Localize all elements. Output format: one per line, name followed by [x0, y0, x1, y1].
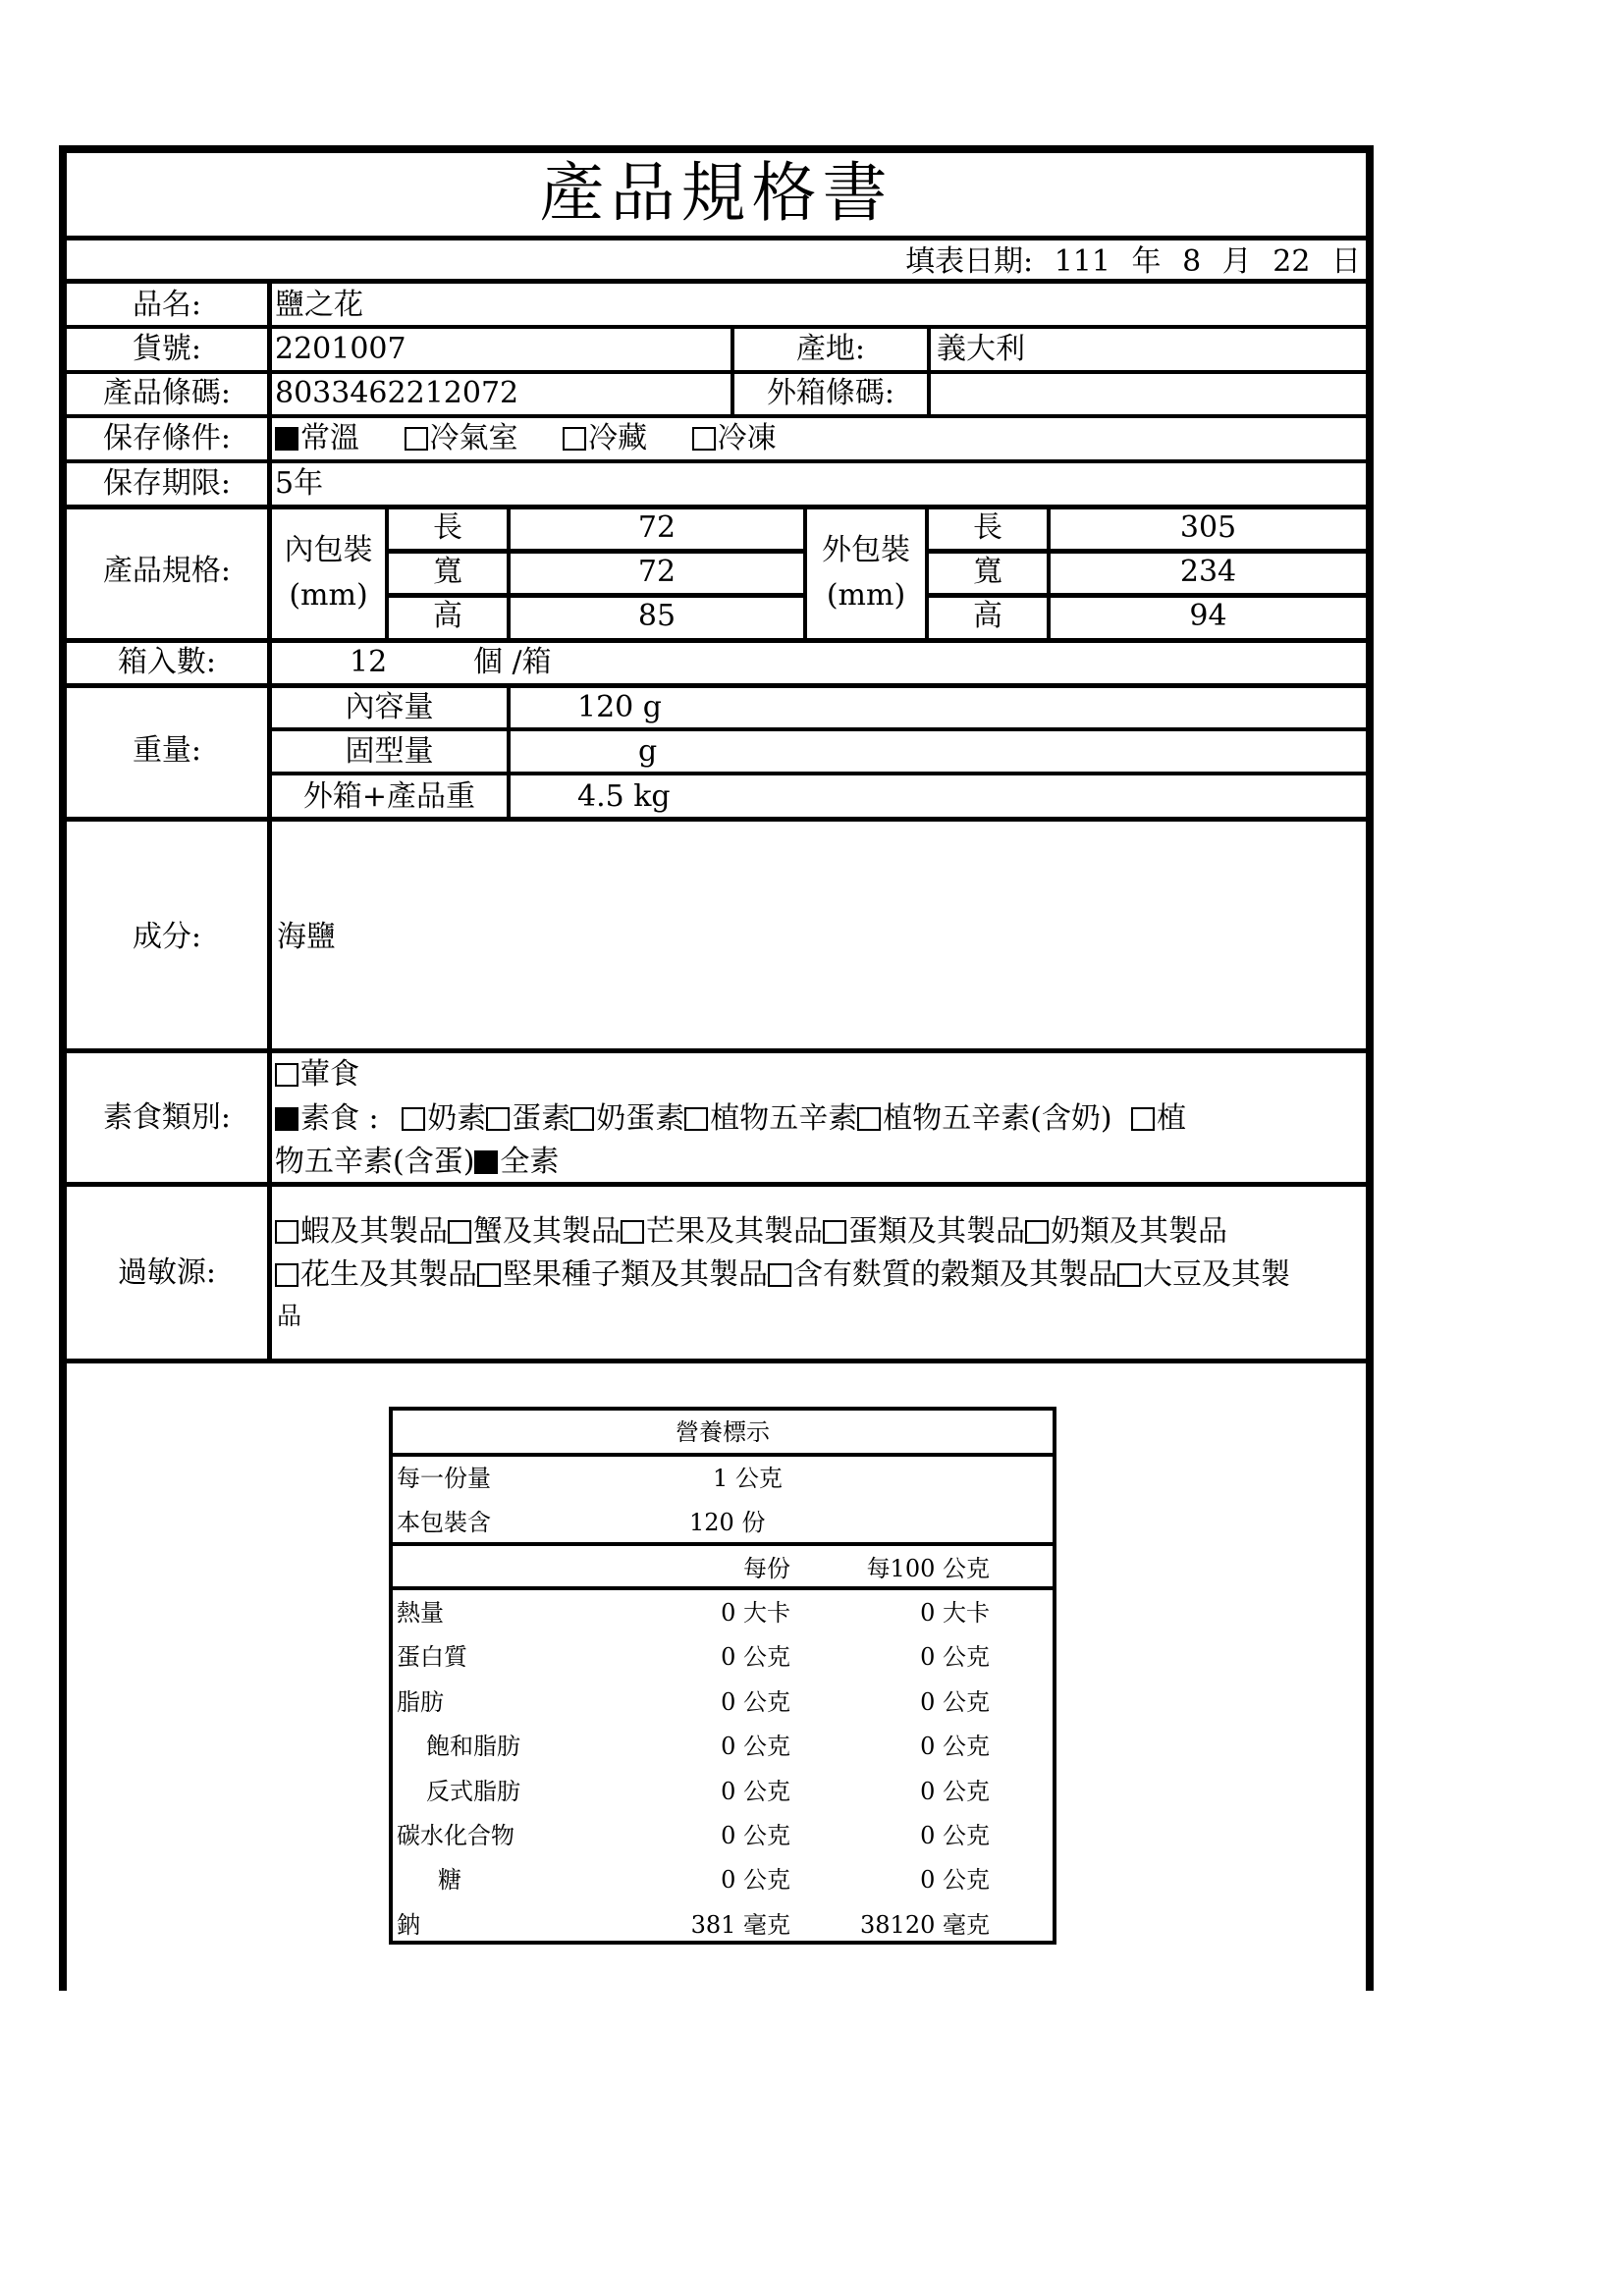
solid-content-label: 固型量	[345, 734, 434, 769]
gross-weight-label: 外箱+產品重	[302, 779, 476, 814]
veg-option-label: 蛋素	[512, 1101, 571, 1136]
inner-height-value: 85	[637, 599, 677, 633]
outer-length-label: 長	[973, 510, 1002, 545]
checkbox-icon	[275, 1063, 298, 1087]
storage-option-chilled[interactable]	[563, 421, 648, 455]
storage-options	[275, 421, 777, 455]
nutrition-row-name: 鈉	[397, 1910, 420, 1939]
checkbox-icon-checked	[275, 1107, 298, 1131]
nutrition-row-name: 反式脂肪	[426, 1777, 520, 1805]
checkbox-icon	[275, 1220, 298, 1244]
label-spec: 產品規格:	[102, 554, 232, 588]
checkbox-icon	[477, 1263, 501, 1287]
outer-width-label: 寬	[973, 555, 1002, 589]
inner-width-label: 寬	[433, 555, 462, 589]
label-per-case: 箱入數:	[117, 645, 217, 679]
nutrition-row-per-serving: 0 公克	[721, 1822, 790, 1849]
checkbox-icon	[823, 1220, 846, 1244]
allergen-egg[interactable]	[823, 1214, 1025, 1249]
allergen-label: 含有麩質的穀類及其製品	[793, 1257, 1117, 1292]
fill-date-day-unit: 日	[1331, 244, 1361, 279]
nutrition-row-name: 飽和脂肪	[426, 1733, 520, 1761]
veg-option-label: 植物五辛素(含奶)	[883, 1101, 1112, 1136]
checkbox-icon	[684, 1107, 708, 1131]
storage-option-aircon[interactable]	[405, 421, 518, 455]
outer-height-value: 94	[1189, 599, 1227, 633]
outer-height-label: 高	[973, 599, 1002, 633]
nutrition-row-per-serving: 381 毫克	[690, 1910, 790, 1939]
veg-option-label-part: 物五辛素(含蛋)	[275, 1145, 475, 1179]
veg-option-label: 奶蛋素	[596, 1101, 685, 1136]
nutrition-row-name: 碳水化合物	[397, 1822, 514, 1849]
page-title: 產品規格書	[539, 155, 893, 231]
checkbox-icon	[563, 427, 586, 451]
label-outer-barcode: 外箱條碼:	[766, 376, 895, 410]
nutrition-servings-value: 120 份	[689, 1509, 766, 1536]
outer-width-value: 234	[1179, 555, 1237, 589]
nutrition-row-per-100: 0 公克	[920, 1733, 990, 1761]
label-allergens: 過敏源:	[117, 1255, 217, 1290]
veg-option-lacto-ovo[interactable]	[570, 1101, 685, 1136]
checkbox-icon	[857, 1107, 881, 1131]
nutrition-row-name: 糖	[438, 1866, 461, 1895]
nutrition-serving-label: 每一份量	[397, 1465, 491, 1492]
label-ingredients: 成分:	[132, 920, 202, 954]
gross-weight-value: 4.5 kg	[577, 779, 671, 814]
nutrition-row-per-100: 38120 毫克	[860, 1910, 990, 1939]
inner-pack-label: 內包裝	[284, 533, 373, 567]
nutrition-row-per-100: 0 公克	[920, 1822, 990, 1849]
outer-length-value: 305	[1179, 510, 1237, 545]
per-case-unit: 個 /箱	[473, 645, 552, 679]
allergen-peanut[interactable]	[275, 1257, 477, 1292]
nutrition-title: 營養標示	[676, 1418, 770, 1446]
nonveg-label: 葷食	[300, 1057, 359, 1092]
storage-option-label: 冷氣室	[429, 421, 518, 455]
allergen-line-3: 品	[277, 1302, 302, 1330]
net-content-label: 內容量	[345, 690, 434, 724]
fill-date	[905, 244, 1361, 279]
storage-option-label: 冷凍	[717, 421, 777, 455]
fill-date-month: 8	[1182, 244, 1202, 279]
allergen-gluten[interactable]	[768, 1257, 1117, 1292]
inner-height-label: 高	[433, 599, 462, 633]
allergen-line-2	[275, 1257, 1290, 1292]
veg-option-label: 奶素	[427, 1101, 487, 1136]
outer-pack-label: 外包裝	[822, 533, 910, 567]
veg-option-five-pungent-milk[interactable]	[857, 1101, 1112, 1136]
net-content-value: 120 g	[577, 690, 663, 724]
fill-date-year: 111	[1054, 244, 1110, 279]
label-origin: 產地:	[795, 332, 866, 366]
nutrition-row-per-100: 0 公克	[920, 1687, 990, 1716]
solid-content-value: g	[638, 734, 658, 769]
label-vegetarian: 素食類別:	[102, 1100, 232, 1135]
barcode-value: 8033462212072	[275, 376, 519, 410]
nutrition-row-per-serving: 0 公克	[721, 1777, 790, 1805]
checkbox-icon	[768, 1263, 791, 1287]
nutrition-serving-value: 1 公克	[713, 1465, 783, 1492]
label-shelf-life: 保存期限:	[102, 466, 232, 501]
product-name: 鹽之花	[275, 288, 363, 322]
allergen-label: 花生及其製品	[300, 1257, 477, 1292]
veg-option-label: 植物五辛素	[710, 1101, 858, 1136]
label-storage: 保存條件:	[102, 421, 232, 455]
nutrition-row-per-serving: 0 大卡	[721, 1599, 790, 1627]
nutrition-row-per-serving: 0 公克	[721, 1687, 790, 1716]
fill-date-day: 22	[1272, 244, 1311, 279]
ingredients-value: 海鹽	[277, 920, 336, 954]
label-item-no: 貨號:	[132, 332, 202, 366]
storage-option-label: 常溫	[300, 421, 359, 455]
checkbox-icon	[570, 1107, 594, 1131]
allergen-mango[interactable]	[621, 1214, 823, 1249]
checkbox-icon	[448, 1220, 471, 1244]
checkbox-icon	[486, 1107, 510, 1131]
veg-option-vegan[interactable]	[474, 1145, 560, 1179]
checkbox-icon	[1131, 1107, 1155, 1131]
veg-label: 素食 :	[300, 1101, 379, 1136]
nutrition-row-name: 熱量	[397, 1599, 444, 1627]
veg-option-label-part: 植	[1157, 1101, 1187, 1136]
checkbox-icon	[1117, 1263, 1141, 1287]
allergen-crab[interactable]	[448, 1214, 621, 1249]
nutrition-row-per-100: 0 大卡	[920, 1599, 990, 1627]
nutrition-row-per-serving: 0 公克	[721, 1643, 790, 1672]
allergen-label: 堅果種子類及其製品	[503, 1257, 768, 1292]
checkbox-icon	[1025, 1220, 1049, 1244]
allergen-shrimp[interactable]	[275, 1214, 448, 1249]
label-weight: 重量:	[132, 733, 202, 768]
allergen-label: 蝦及其製品	[300, 1214, 448, 1249]
checkbox-icon	[621, 1220, 644, 1244]
allergen-label-part: 大豆及其製	[1143, 1257, 1290, 1292]
nutrition-row-name: 蛋白質	[397, 1643, 467, 1672]
nutrition-col-per-serving: 每份	[743, 1555, 790, 1582]
veg-option-lacto[interactable]	[402, 1101, 487, 1136]
veg-option[interactable]	[275, 1101, 379, 1136]
shelf-life-value: 5年	[275, 466, 324, 501]
inner-length-label: 長	[433, 510, 462, 545]
allergen-soy[interactable]	[1117, 1257, 1290, 1292]
label-name: 品名:	[132, 288, 202, 322]
vegetarian-line-2	[275, 1101, 1187, 1136]
label-barcode: 產品條碼:	[102, 376, 232, 410]
checkbox-icon	[275, 1263, 298, 1287]
allergen-label: 芒果及其製品	[646, 1214, 823, 1249]
per-case-qty: 12	[350, 645, 388, 679]
nutrition-row-per-100: 0 公克	[920, 1866, 990, 1895]
nutrition-row-name: 脂肪	[397, 1687, 444, 1716]
fill-date-month-unit: 月	[1221, 244, 1252, 279]
veg-option-five-pungent-egg[interactable]	[1131, 1101, 1187, 1136]
nutrition-servings-label: 本包裝含	[397, 1509, 491, 1536]
nutrition-col-per-100: 每100 公克	[866, 1555, 990, 1582]
checkbox-icon	[405, 427, 428, 451]
allergen-nuts[interactable]	[477, 1257, 768, 1292]
allergen-label: 奶類及其製品	[1051, 1214, 1227, 1249]
nutrition-row-per-serving: 0 公克	[721, 1733, 790, 1761]
storage-option-ambient[interactable]	[275, 421, 359, 455]
nutrition-row-per-100: 0 公克	[920, 1777, 990, 1805]
veg-option-five-pungent[interactable]	[684, 1101, 858, 1136]
fill-date-year-unit: 年	[1131, 244, 1162, 279]
inner-width-value: 72	[637, 555, 677, 589]
item-no-value: 2201007	[275, 332, 406, 366]
allergen-milk[interactable]	[1025, 1214, 1227, 1249]
allergen-label: 蛋類及其製品	[848, 1214, 1025, 1249]
inner-pack-unit: (mm)	[289, 578, 368, 613]
allergen-label: 蟹及其製品	[473, 1214, 621, 1249]
nutrition-row-per-100: 0 公克	[920, 1643, 990, 1672]
storage-option-label: 冷藏	[588, 421, 648, 455]
outer-pack-unit: (mm)	[826, 578, 906, 613]
checkbox-icon	[402, 1107, 425, 1131]
veg-option-ovo[interactable]	[486, 1101, 571, 1136]
allergen-line-1	[275, 1214, 1227, 1249]
origin-value: 義大利	[937, 332, 1025, 366]
inner-length-value: 72	[637, 510, 677, 545]
checkbox-icon-checked	[474, 1150, 498, 1174]
checkbox-icon	[692, 427, 716, 451]
checkbox-icon-checked	[275, 427, 298, 451]
nonveg-option[interactable]	[275, 1057, 359, 1092]
vegetarian-line-1	[275, 1057, 359, 1092]
nutrition-row-per-serving: 0 公克	[721, 1866, 790, 1895]
storage-option-frozen[interactable]	[692, 421, 777, 455]
fill-date-label: 填表日期:	[905, 244, 1034, 279]
vegetarian-line-3	[275, 1145, 560, 1179]
veg-option-label: 全素	[500, 1145, 560, 1179]
